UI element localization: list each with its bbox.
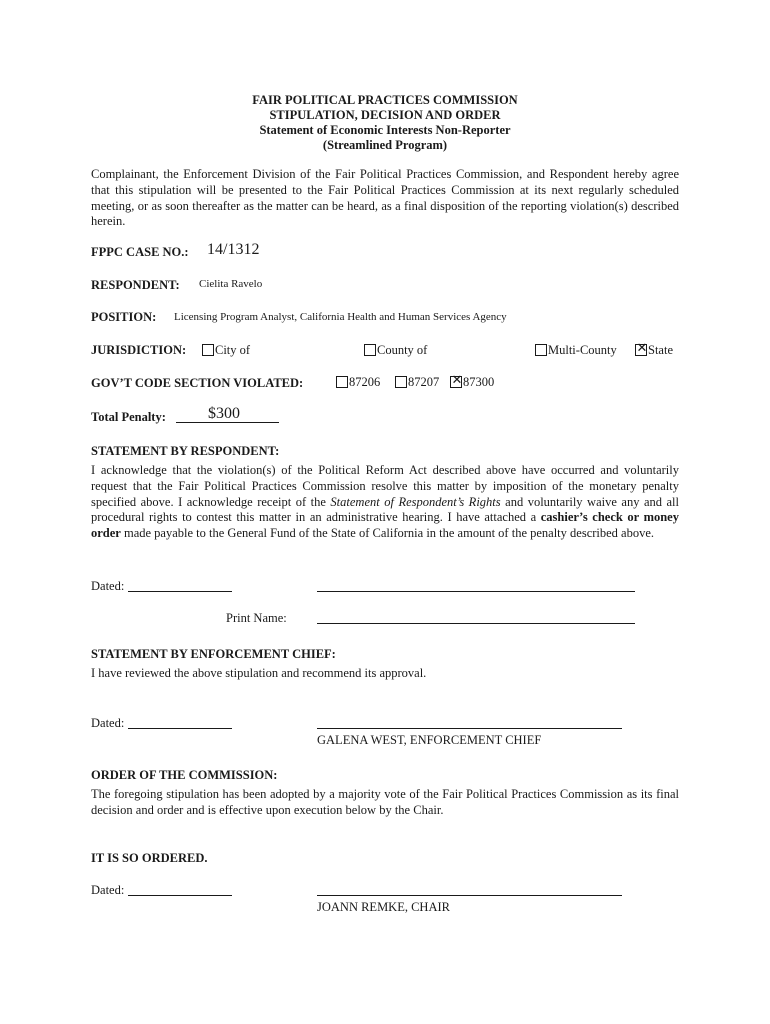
chief-dated-label: Dated:	[91, 716, 125, 730]
jurisdiction-multicounty-checkbox[interactable]	[535, 344, 547, 356]
jurisdiction-label: JURISDICTION:	[91, 343, 187, 357]
position-label: POSITION:	[91, 310, 157, 324]
chief-statement-heading: STATEMENT BY ENFORCEMENT CHIEF:	[91, 647, 336, 661]
chief-signature-line[interactable]	[317, 728, 622, 729]
respondent-statement-heading: STATEMENT BY RESPONDENT:	[91, 444, 280, 458]
penalty-value[interactable]: $300	[208, 405, 240, 422]
statement-text-b: and voluntarily waive any and all procedural rights to contest this matter in an administrative hearing. I have attached a	[91, 494, 680, 525]
govt-code-87300-label: 87300	[463, 375, 495, 389]
govt-code-87207-label: 87207	[408, 375, 440, 389]
doc-program: (Streamlined Program)	[322, 138, 448, 152]
chief-date-line[interactable]	[128, 728, 232, 729]
chair-signer-name: JOANN REMKE, CHAIR	[317, 900, 450, 914]
jurisdiction-city-checkbox[interactable]	[202, 344, 214, 356]
chair-signature-line[interactable]	[317, 895, 622, 896]
respondent-signature-line[interactable]	[317, 591, 635, 592]
jurisdiction-state-label: State	[648, 343, 673, 357]
doc-title-line2: STIPULATION, DECISION AND ORDER	[269, 108, 501, 122]
checkmark-x-icon: ✕	[636, 341, 648, 356]
govt-code-label: GOV’T CODE SECTION VIOLATED:	[91, 376, 304, 390]
penalty-label: Total Penalty:	[91, 410, 166, 424]
doc-subtitle: Statement of Economic Interests Non-Reporter	[259, 123, 511, 137]
jurisdiction-county-checkbox[interactable]	[364, 344, 376, 356]
order-text: The foregoing stipulation has been adopted by a majority vote of the Fair Political Practices Commission as its final decision and order and is effective upon execution below by the Chair.	[91, 787, 679, 817]
jurisdiction-county-label: County of	[377, 343, 428, 357]
order-heading: ORDER OF THE COMMISSION:	[91, 768, 278, 782]
jurisdiction-multicounty-label: Multi-County	[548, 343, 617, 357]
jurisdiction-city-label: City of	[215, 343, 251, 357]
govt-code-87206-checkbox[interactable]	[336, 376, 348, 388]
intro-paragraph: Complainant, the Enforcement Division of the Fair Political Practices Commission, and Respondent hereby agree that this stipulation will be presented to the Fair Political Practices Commission at its next regularly scheduled meeting, or as soon thereafter as the matter can be heard, as a final disposition of the reporting violation(s) described herein.	[91, 167, 679, 229]
so-ordered-text: IT IS SO ORDERED.	[91, 851, 208, 865]
case-number-label: FPPC CASE NO.:	[91, 245, 189, 259]
respondent-date-line[interactable]	[128, 591, 232, 592]
case-number-value[interactable]: 14/1312	[207, 241, 260, 258]
print-name-line[interactable]	[317, 623, 635, 624]
respondent-statement-text	[91, 463, 679, 542]
chair-dated-label: Dated:	[91, 883, 125, 897]
respondent-label: RESPONDENT:	[91, 278, 180, 292]
payment-method: cashier’s check or money order	[91, 510, 679, 541]
chair-date-line[interactable]	[128, 895, 232, 896]
statement-text-c: made payable to the General Fund of the State of California in the amount of the penalty described above.	[120, 526, 655, 541]
chief-signer-name: GALENA WEST, ENFORCEMENT CHIEF	[317, 733, 542, 747]
govt-code-87207-checkbox[interactable]	[395, 376, 407, 388]
doc-title-line1: FAIR POLITICAL PRACTICES COMMISSION	[252, 93, 518, 107]
govt-code-87300-checkbox[interactable]	[450, 373, 463, 388]
jurisdiction-state-checkbox[interactable]	[635, 341, 648, 356]
chief-statement-text: I have reviewed the above stipulation and recommend its approval.	[91, 666, 427, 680]
respondent-dated-label: Dated:	[91, 579, 125, 593]
govt-code-87206-label: 87206	[349, 375, 381, 389]
rights-reference: Statement of Respondent’s Rights	[330, 494, 501, 509]
checkmark-x-icon: ✕	[451, 373, 463, 388]
position-value[interactable]: Licensing Program Analyst, California Health and Human Services Agency	[174, 311, 507, 323]
respondent-value[interactable]: Cielita Ravelo	[199, 278, 263, 290]
print-name-label: Print Name:	[226, 611, 287, 625]
statement-text-a: I acknowledge that the violation(s) of the Political Reform Act described above have occurred and voluntarily request that the Fair Political Practices Commission resolve this matter by imposition of the monetary penalty specified above. I acknowledge receipt of the	[91, 463, 679, 509]
